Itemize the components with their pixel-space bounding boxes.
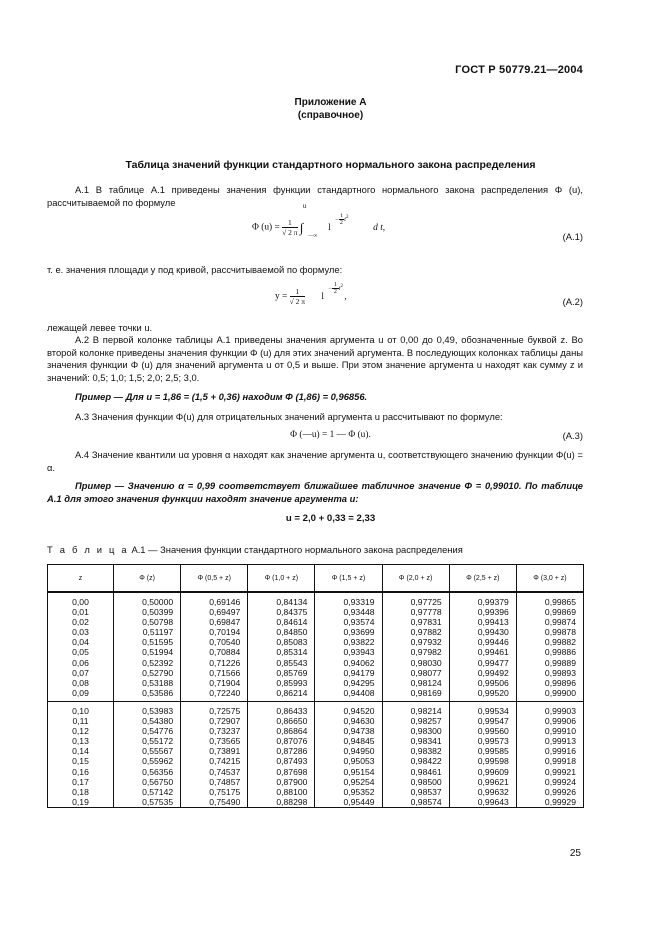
value-cell: 0,97882 <box>382 627 449 637</box>
value-cell: 0,55962 <box>114 756 181 766</box>
value-cell: 0,98422 <box>382 756 449 766</box>
value-cell: 0,74857 <box>181 777 248 787</box>
formula-a1-exponent: − $\frac{t}{2}$ $t^2$ <box>335 212 349 226</box>
value-cell: 0,99910 <box>516 726 583 736</box>
z-cell: 0,16 <box>48 767 114 777</box>
value-cell: 0,94845 <box>315 736 382 746</box>
value-cell: 0,99446 <box>449 637 516 647</box>
formula-a1-integral-block <box>299 201 318 239</box>
paragraph-left-of-point: лежащей левее точки u. <box>47 322 153 333</box>
value-cell: 0,97778 <box>382 607 449 617</box>
value-cell: 0,95254 <box>315 777 382 787</box>
value-cell: 0,94295 <box>315 678 382 688</box>
value-cell: 0,88298 <box>248 797 315 808</box>
value-cell: 0,93319 <box>315 592 382 607</box>
value-cell: 0,85769 <box>248 668 315 678</box>
appendix-type: (справочное) <box>297 110 364 121</box>
value-cell: 0,51994 <box>114 647 181 657</box>
value-cell: 0,93943 <box>315 647 382 657</box>
value-cell: 0,85083 <box>248 637 315 647</box>
value-cell: 0,99643 <box>449 797 516 808</box>
formula-a2-lhs: y = <box>275 291 288 302</box>
value-cell: 0,56750 <box>114 777 181 787</box>
value-cell: 0,52790 <box>114 668 181 678</box>
integral-symbol: ∫ <box>299 219 304 235</box>
value-cell: 0,94630 <box>315 716 382 726</box>
value-cell: 0,93448 <box>315 607 382 617</box>
table-row <box>48 756 584 766</box>
document-header: ГОСТ Р 50779.21—2004 <box>455 64 583 76</box>
value-cell: 0,53188 <box>114 678 181 688</box>
value-cell: 0,73891 <box>181 746 248 756</box>
value-cell: 0,99547 <box>449 716 516 726</box>
value-cell: 0,69497 <box>181 607 248 617</box>
column-header: Φ (0,5 + z) <box>181 565 248 593</box>
formula-a2-base: l <box>321 291 325 302</box>
value-cell: 0,99413 <box>449 617 516 627</box>
value-cell: 0,69146 <box>181 592 248 607</box>
value-cell: 0,98077 <box>382 668 449 678</box>
table-row <box>48 787 584 797</box>
formula-a1-numerator: 1 <box>282 218 297 228</box>
value-cell: 0,55172 <box>114 736 181 746</box>
z-cell: 0,08 <box>48 678 114 688</box>
table-row <box>48 688 584 702</box>
value-cell: 0,99913 <box>516 736 583 746</box>
z-cell: 0,17 <box>48 777 114 787</box>
value-cell: 0,54380 <box>114 716 181 726</box>
value-cell: 0,87900 <box>248 777 315 787</box>
table-row <box>48 678 584 688</box>
table-row <box>48 777 584 787</box>
value-cell: 0,53983 <box>114 701 181 716</box>
value-cell: 0,86433 <box>248 701 315 716</box>
value-cell: 0,86214 <box>248 688 315 702</box>
value-cell: 0,99916 <box>516 746 583 756</box>
paragraph-a1: А.1 В таблице А.1 приведены значения функции стандартного нормального закона распределения Φ (u), рассчитываемой по формуле <box>47 184 583 208</box>
z-cell: 0,15 <box>48 756 114 766</box>
formula-a2-denominator: √ 2 π <box>289 297 306 306</box>
value-cell: 0,98300 <box>382 726 449 736</box>
table-row <box>48 797 584 808</box>
formula-a2-numerator: 1 <box>290 287 305 297</box>
paragraph-a2: А.2 В первой колонке таблицы А.1 приведены значения аргумента u от 0,00 до 0,49, обозначенные буквой z. Во второй колонке приведены значения функции Φ (u) для этих значений аргумента. В последующих колонках таблицы даны значения функции Φ (u) для значений аргумента u от 0,5 и выше. При этом значение аргумента u находят как сумму z и значений: 0,5; 1,0; 1,5; 2,0; 2,5; 3,0. <box>47 334 583 383</box>
value-cell: 0,99632 <box>449 787 516 797</box>
table-row <box>48 716 584 726</box>
value-cell: 0,95352 <box>315 787 382 797</box>
z-cell: 0,09 <box>48 688 114 702</box>
table-row <box>48 637 584 647</box>
value-cell: 0,99926 <box>516 787 583 797</box>
table-header-row <box>48 565 584 593</box>
z-cell: 0,01 <box>48 607 114 617</box>
column-header: Φ (1,5 + z) <box>315 565 382 593</box>
formula-a1-base: l <box>328 222 331 233</box>
column-header: Φ (3,0 + z) <box>516 565 583 593</box>
value-cell: 0,93574 <box>315 617 382 627</box>
value-cell: 0,73565 <box>181 736 248 746</box>
value-cell: 0,98124 <box>382 678 449 688</box>
value-cell: 0,99379 <box>449 592 516 607</box>
value-cell: 0,71566 <box>181 668 248 678</box>
value-cell: 0,71226 <box>181 658 248 668</box>
value-cell: 0,98574 <box>382 797 449 808</box>
value-cell: 0,99477 <box>449 658 516 668</box>
column-header: Φ (z) <box>114 565 181 593</box>
value-cell: 0,99621 <box>449 777 516 787</box>
value-cell: 0,99886 <box>516 647 583 657</box>
value-cell: 0,98214 <box>382 701 449 716</box>
formula-a1-fraction <box>282 218 297 237</box>
formula-a2-exp-group <box>321 281 343 302</box>
value-cell: 0,98537 <box>382 787 449 797</box>
value-cell: 0,94738 <box>315 726 382 736</box>
table-row <box>48 767 584 777</box>
page-number: 25 <box>569 848 581 859</box>
formula-a3: Φ (—u) = 1 — Φ (u). <box>290 430 371 440</box>
table-row <box>48 627 584 637</box>
value-cell: 0,98461 <box>382 767 449 777</box>
value-cell: 0,71904 <box>181 678 248 688</box>
value-cell: 0,85314 <box>248 647 315 657</box>
value-cell: 0,99585 <box>449 746 516 756</box>
value-cell: 0,84614 <box>248 617 315 627</box>
value-cell: 0,98169 <box>382 688 449 702</box>
value-cell: 0,55567 <box>114 746 181 756</box>
section-title: Таблица значений функции стандартного нормального закона распределения <box>125 159 536 171</box>
value-cell: 0,52392 <box>114 658 181 668</box>
value-cell: 0,99869 <box>516 607 583 617</box>
z-cell: 0,02 <box>48 617 114 627</box>
table-row <box>48 701 584 716</box>
value-cell: 0,87493 <box>248 756 315 766</box>
value-cell: 0,98257 <box>382 716 449 726</box>
equation-number-a2: (А.2) <box>562 296 583 307</box>
z-cell: 0,06 <box>48 658 114 668</box>
value-cell: 0,72575 <box>181 701 248 716</box>
value-cell: 0,93699 <box>315 627 382 637</box>
value-cell: 0,87286 <box>248 746 315 756</box>
z-cell: 0,19 <box>48 797 114 808</box>
table-row <box>48 617 584 627</box>
z-cell: 0,18 <box>48 787 114 797</box>
value-cell: 0,57535 <box>114 797 181 808</box>
value-cell: 0,99560 <box>449 726 516 736</box>
table-row <box>48 668 584 678</box>
z-cell: 0,11 <box>48 716 114 726</box>
value-cell: 0,99396 <box>449 607 516 617</box>
example-1: Пример — Для u = 1,86 = (1,5 + 0,36) находим Φ (1,86) = 0,96856. <box>75 391 368 402</box>
value-cell: 0,95449 <box>315 797 382 808</box>
value-cell: 0,84850 <box>248 627 315 637</box>
column-header: Φ (2,5 + z) <box>449 565 516 593</box>
value-cell: 0,98500 <box>382 777 449 787</box>
value-cell: 0,85993 <box>248 678 315 688</box>
table-row <box>48 746 584 756</box>
value-cell: 0,57142 <box>114 787 181 797</box>
value-cell: 0,99609 <box>449 767 516 777</box>
z-cell: 0,04 <box>48 637 114 647</box>
formula-a1 <box>252 201 386 239</box>
appendix-title: Приложение А <box>294 97 367 108</box>
value-cell: 0,99534 <box>449 701 516 716</box>
value-cell: 0,99889 <box>516 658 583 668</box>
z-cell: 0,10 <box>48 701 114 716</box>
value-cell: 0,99882 <box>516 637 583 647</box>
value-cell: 0,99506 <box>449 678 516 688</box>
column-header: Φ (2,0 + z) <box>382 565 449 593</box>
normal-distribution-table <box>47 564 584 808</box>
value-cell: 0,74537 <box>181 767 248 777</box>
value-cell: 0,99906 <box>516 716 583 726</box>
value-cell: 0,74215 <box>181 756 248 766</box>
formula-a1-lhs: Φ (u) = <box>252 222 280 233</box>
column-header: z <box>48 565 114 593</box>
value-cell: 0,84134 <box>248 592 315 607</box>
value-cell: 0,70194 <box>181 627 248 637</box>
z-cell: 0,12 <box>48 726 114 736</box>
equation-number-a1: (А.1) <box>562 231 583 242</box>
table-row <box>48 658 584 668</box>
value-cell: 0,54776 <box>114 726 181 736</box>
value-cell: 0,99924 <box>516 777 583 787</box>
value-cell: 0,98341 <box>382 736 449 746</box>
formula-a2-tail: , <box>344 291 347 302</box>
value-cell: 0,99918 <box>516 756 583 766</box>
appendix-heading <box>0 96 661 122</box>
table-row <box>48 607 584 617</box>
value-cell: 0,94408 <box>315 688 382 702</box>
value-cell: 0,99874 <box>516 617 583 627</box>
value-cell: 0,99903 <box>516 701 583 716</box>
formula-a1-lower-limit: —∞ <box>307 232 318 239</box>
value-cell: 0,99598 <box>449 756 516 766</box>
value-cell: 0,95154 <box>315 767 382 777</box>
z-cell: 0,14 <box>48 746 114 756</box>
value-cell: 0,51595 <box>114 637 181 647</box>
value-cell: 0,94179 <box>315 668 382 678</box>
paragraph-a4: А.4 Значение квантили uα уровня α находят как значение аргумента u, соответствующего значению функции Φ(u) = α. <box>47 449 583 473</box>
value-cell: 0,75175 <box>181 787 248 797</box>
table-row <box>48 736 584 746</box>
table-caption-text: А.1 — Значения функции стандартного нормального закона распределения <box>131 544 463 555</box>
value-cell: 0,93822 <box>315 637 382 647</box>
value-cell: 0,87076 <box>248 736 315 746</box>
value-cell: 0,75490 <box>181 797 248 808</box>
paragraph-a3: А.3 Значения функции Φ(u) для отрицательных значений аргумента u рассчитывают по формуле: <box>75 411 503 422</box>
value-cell: 0,99430 <box>449 627 516 637</box>
formula-a2-fraction <box>290 287 305 306</box>
value-cell: 0,98382 <box>382 746 449 756</box>
table-row <box>48 592 584 607</box>
paragraph-area: т. е. значения площади y под кривой, рассчитываемой по формуле: <box>47 264 343 275</box>
value-cell: 0,72907 <box>181 716 248 726</box>
value-cell: 0,85543 <box>248 658 315 668</box>
example-2-result: u = 2,0 + 0,33 = 2,33 <box>285 513 376 524</box>
value-cell: 0,70540 <box>181 637 248 647</box>
value-cell: 0,86864 <box>248 726 315 736</box>
value-cell: 0,72240 <box>181 688 248 702</box>
value-cell: 0,86650 <box>248 716 315 726</box>
value-cell: 0,94950 <box>315 746 382 756</box>
value-cell: 0,99461 <box>449 647 516 657</box>
value-cell: 0,94520 <box>315 701 382 716</box>
value-cell: 0,94062 <box>315 658 382 668</box>
value-cell: 0,69847 <box>181 617 248 627</box>
value-cell: 0,88100 <box>248 787 315 797</box>
formula-a2 <box>275 281 347 306</box>
table-row <box>48 726 584 736</box>
value-cell: 0,99573 <box>449 736 516 746</box>
table-caption-prefix: Т а б л и ц а <box>47 544 129 555</box>
value-cell: 0,87698 <box>248 767 315 777</box>
value-cell: 0,97725 <box>382 592 449 607</box>
value-cell: 0,97982 <box>382 647 449 657</box>
value-cell: 0,95053 <box>315 756 382 766</box>
formula-a1-tail: d t, <box>373 222 386 233</box>
value-cell: 0,53586 <box>114 688 181 702</box>
formula-a1-upper-limit: u <box>302 201 307 210</box>
value-cell: 0,99492 <box>449 668 516 678</box>
value-cell: 0,99893 <box>516 668 583 678</box>
table-row <box>48 647 584 657</box>
value-cell: 0,51197 <box>114 627 181 637</box>
value-cell: 0,50798 <box>114 617 181 627</box>
z-cell: 0,05 <box>48 647 114 657</box>
value-cell: 0,97932 <box>382 637 449 647</box>
equation-number-a3: (А.3) <box>562 430 583 441</box>
z-cell: 0,03 <box>48 627 114 637</box>
z-cell: 0,00 <box>48 592 114 607</box>
example-2: Пример — Значению α = 0,99 соответствует ближайшее табличное значение Φ = 0,99010. По таблице А.1 для этого значения функции находят значение аргумента u: <box>47 480 583 504</box>
table-caption <box>47 544 463 555</box>
value-cell: 0,99865 <box>516 592 583 607</box>
value-cell: 0,84375 <box>248 607 315 617</box>
column-header: Φ (1,0 + z) <box>248 565 315 593</box>
value-cell: 0,99900 <box>516 688 583 702</box>
value-cell: 0,56356 <box>114 767 181 777</box>
value-cell: 0,70884 <box>181 647 248 657</box>
value-cell: 0,50399 <box>114 607 181 617</box>
value-cell: 0,99878 <box>516 627 583 637</box>
formula-a1-denominator: √ 2 π <box>282 228 298 237</box>
value-cell: 0,99921 <box>516 767 583 777</box>
value-cell: 0,99929 <box>516 797 583 808</box>
z-cell: 0,13 <box>48 736 114 746</box>
value-cell: 0,50000 <box>114 592 181 607</box>
value-cell: 0,98030 <box>382 658 449 668</box>
formula-a2-exponent: − $\frac{1}{2}$ $t^2$ <box>328 281 343 295</box>
z-cell: 0,07 <box>48 668 114 678</box>
value-cell: 0,73237 <box>181 726 248 736</box>
value-cell: 0,97831 <box>382 617 449 627</box>
value-cell: 0,99896 <box>516 678 583 688</box>
value-cell: 0,99520 <box>449 688 516 702</box>
formula-a1-exp-group <box>328 212 349 233</box>
